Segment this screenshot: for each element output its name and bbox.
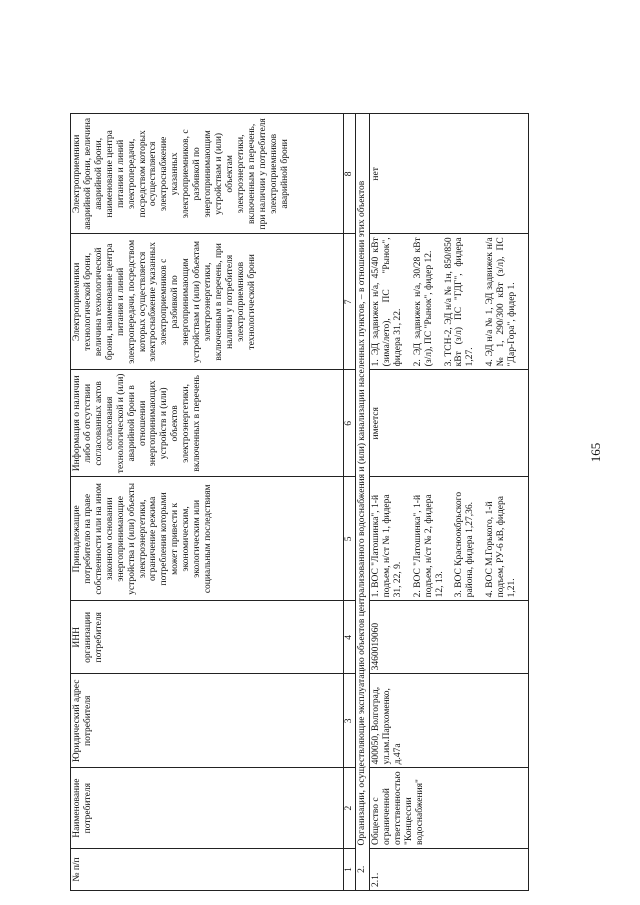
header-col-7: Электроприемники технологической брони, величина технологической брони, наименование центра питания и линий электропередачи, посредством которых осуществляется электроснабжение указанных электроприемников с разбивкой по энергопринимающим устройствам и (или) объектам электроэнергетики, включенным в перечень, при наличии у потребителя электроприемников технологической брони [71, 234, 344, 370]
column-number: 5 [344, 477, 356, 601]
tech-reserve-item: 2. ЭД задвижек н/а, 30/28 кВт (з/л), ПС "Рынок", фидер 12. [412, 237, 434, 367]
section-row [356, 114, 370, 891]
facility-item: 3. ВОС Красноокбрьского района, фидера 1,27,36. [454, 491, 476, 598]
facilities-cell [369, 477, 528, 601]
column-number-row [344, 114, 356, 891]
column-number: 7 [344, 234, 356, 370]
header-col-3: Юридический адрес потребителя [71, 674, 344, 768]
column-number: 2 [344, 768, 356, 849]
tech-reserve-cell [369, 234, 528, 370]
header-col-1: № п/п [71, 849, 344, 891]
page-number: 165 [588, 442, 603, 463]
column-number: 8 [344, 114, 356, 234]
header-col-8: Электроприемники аварийной брони, величина аварийной брони, наименование центра питания и линий электропередачи, посредством которых осуществляется электроснабжение указанных электроприемников, с разбивкой по энергопринимающим устройствам и (или) объектам электроэнергетики, включенным в перечень, при наличии у потребителя электроприемников аварийной брони [71, 114, 344, 234]
column-number: 6 [344, 370, 356, 477]
tech-reserve-item: 3. ТСН-2, ЭД н/а № 1н, 850/850 кВт (з/л) ПС "ГДГ", фидера 1,27. [443, 237, 476, 367]
section-number: 2. [356, 849, 370, 891]
emergency-reserve: нет [369, 114, 528, 234]
header-row [71, 114, 344, 891]
facility-item: 2. ВОС "Латошинка", 1-й подъем, н/ст № 2, фидера 12, 13. [412, 494, 445, 598]
header-col-5: Принадлежащие потребителю на праве собственности или на ином законном основании энергопринимающие устройства и (или) объекты электроэнергетики, ограничение режима потребления которыми может привести к экономическим, экологическим или социальным последствиям [71, 477, 344, 601]
header-col-2: Наименование потребителя [71, 768, 344, 849]
table-row [369, 114, 528, 891]
facility-item: 1. ВОС "Латошинка", 1-й подъем, н/ст № 1, фидера 31, 22, 9. [370, 494, 403, 598]
row-number: 2.1. [369, 849, 528, 891]
tech-reserve-item: 1. ЭД задвижек н/а, 45/40 кВт (зима/лето), ПС "Рынок", фидера 31, 22. [370, 237, 403, 367]
header-col-6: Информация о наличии либо об отсутствии согласованных актов согласования технологической и (или) аварийной брони в отношении энергопринимающих устройств и (или) объектов электроэнергетики, включенных в перечень [71, 370, 344, 477]
facility-item: 4. ВОС М.Горького, 1-й подъем, РУ-6 кВ, фидера 1,21. [485, 496, 518, 598]
consumer-inn: 3460019060 [369, 601, 528, 674]
column-number: 4 [344, 601, 356, 674]
column-number: 1 [344, 849, 356, 891]
tech-reserve-item: 4. ЭД н/а № 1, ЭД задвижек н/а № 1, 290/300 кВт (з/л), ПС "Дар-Гора", фидер 1. [485, 237, 518, 367]
header-col-4: ИНН организации потребителя [71, 601, 344, 674]
column-number: 3 [344, 674, 356, 768]
section-title: Организации, осуществляющие эксплуатацию объектов централизованного водоснабжения и (или) канализации населенных пунктов, – в отношении этих объектов [356, 114, 370, 849]
consumer-name: Общество с ограниченной ответственностью "Концессии водоснабжения" [369, 768, 528, 849]
acts-info: имеется [369, 370, 528, 477]
consumer-table [70, 113, 529, 891]
consumer-address: 400050, Волгоград, ул.им.Пархоменко, д.47а [369, 674, 528, 768]
